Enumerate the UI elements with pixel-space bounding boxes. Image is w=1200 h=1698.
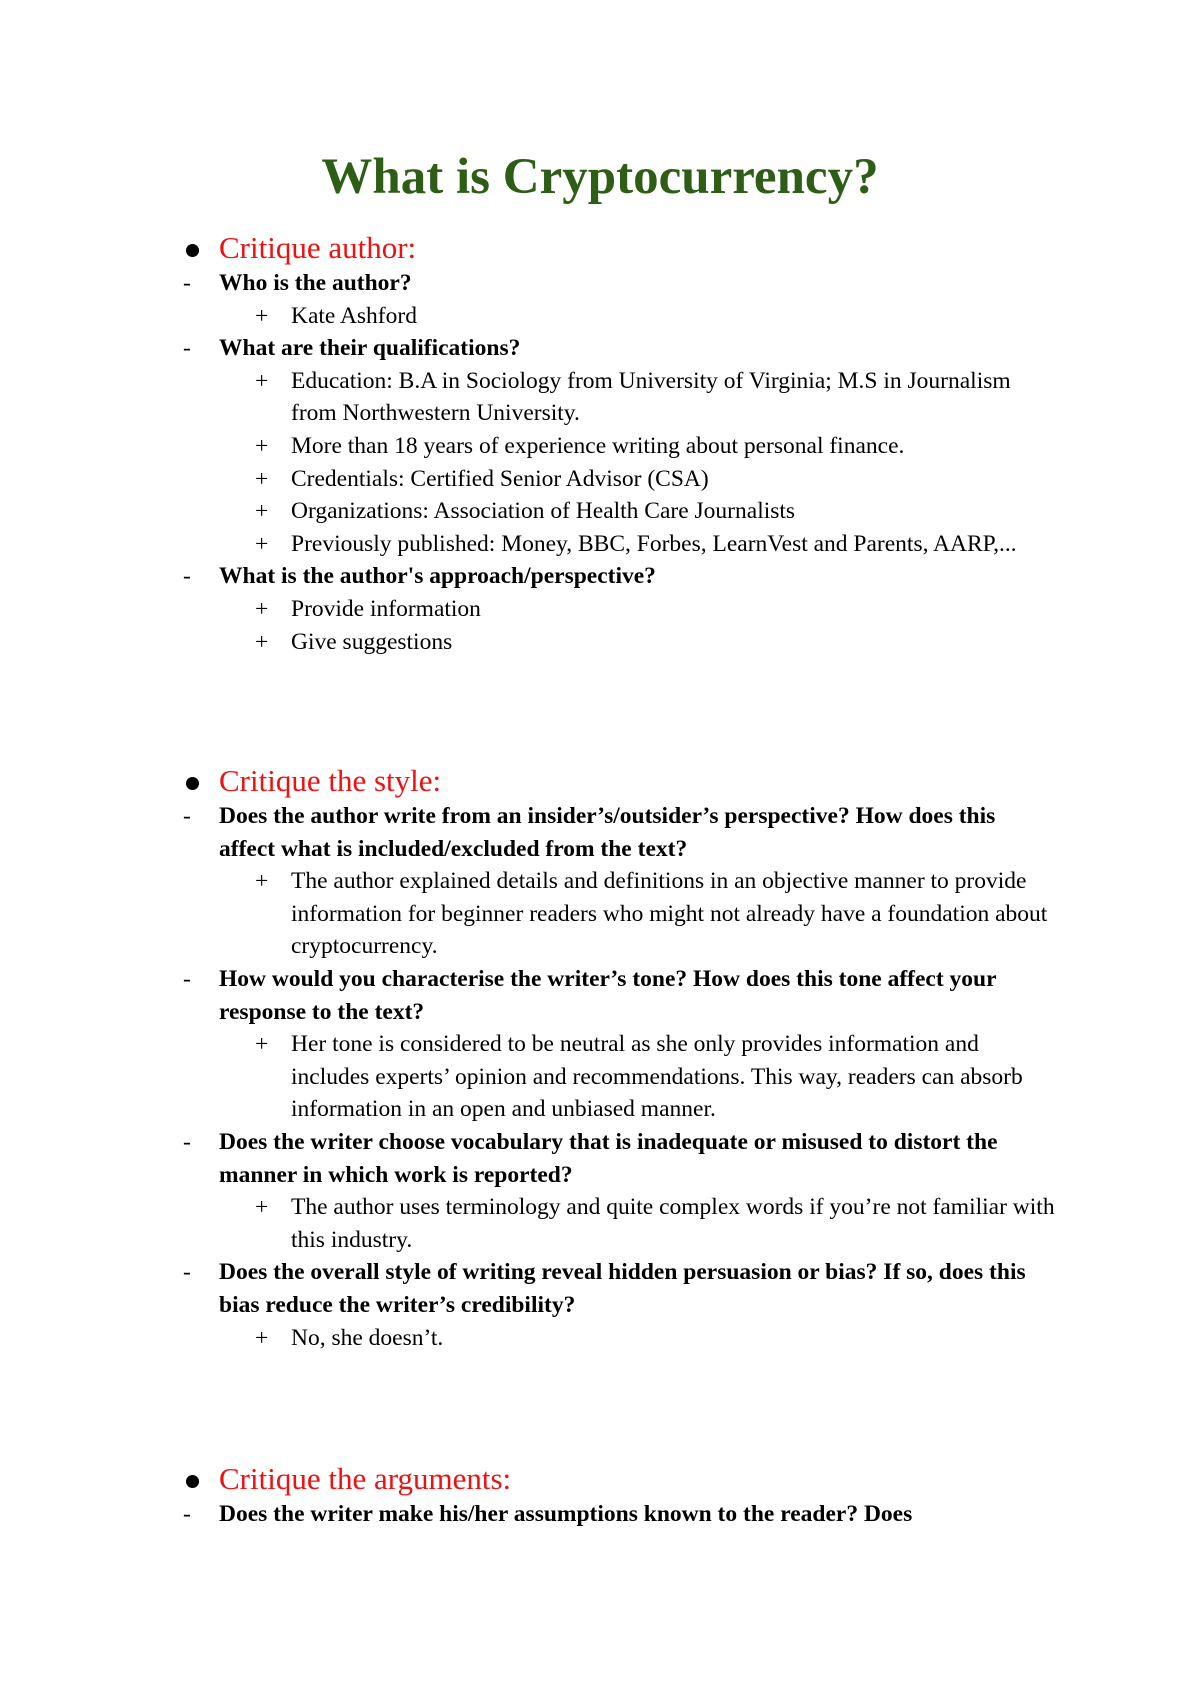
question-item — [0, 1256, 1200, 1321]
dash-icon: - — [183, 965, 191, 992]
question-item — [0, 332, 1200, 365]
page-title: What is Cryptocurrency? — [321, 149, 879, 205]
question-text: Does the overall style of writing reveal hidden persuasion or bias? If so, does this bias reduce the writer’s credibility? — [219, 1259, 1026, 1318]
plus-icon: + — [255, 302, 269, 329]
section-heading-text: Critique the arguments: — [219, 1461, 512, 1496]
answer-text: More than 18 years of experience writing about personal finance. — [291, 432, 905, 459]
dash-icon: - — [183, 270, 191, 296]
dash-icon: - — [183, 563, 191, 590]
answer-item — [0, 1028, 1200, 1126]
dash-icon: - — [183, 1259, 191, 1286]
plus-icon: + — [255, 367, 269, 394]
answer-item — [0, 495, 1200, 528]
section-heading — [0, 229, 1200, 267]
answer-text: Kate Ashford — [291, 302, 417, 329]
question-text: What is the author's approach/perspective? — [219, 563, 656, 590]
answer-text: The author uses terminology and quite complex words if you’re not familiar with this industry. — [291, 1194, 1055, 1253]
answer-text: The author explained details and definitions in an objective manner to provide information for beginner readers who might not already have a foundation about cryptocurrency. — [291, 868, 1048, 960]
question-text: How would you characterise the writer’s tone? How does this tone affect your response to the text? — [219, 965, 997, 1025]
answer-text: No, she doesn’t. — [291, 1324, 444, 1351]
question-item — [0, 560, 1200, 593]
answer-text: Credentials: Certified Senior Advisor (CSA) — [291, 465, 709, 492]
answer-item — [0, 365, 1200, 430]
dash-icon: - — [183, 1128, 191, 1155]
plus-icon: + — [255, 432, 269, 459]
question-item — [0, 1126, 1200, 1191]
section-heading-text: Critique the style: — [219, 763, 442, 798]
plus-icon: + — [255, 465, 269, 492]
question-text: Does the writer choose vocabulary that is inadequate or misused to distort the manner in which work is reported? — [219, 1128, 998, 1188]
plus-icon: + — [255, 498, 269, 525]
plus-icon: + — [255, 628, 269, 655]
question-text: Does the author write from an insider’s/outsider’s perspective? How does this affect what is included/excluded from the text? — [219, 803, 996, 862]
plus-icon: + — [255, 595, 269, 622]
bullet-icon — [186, 1475, 199, 1488]
section-critique-style — [0, 762, 1200, 1354]
plus-icon: + — [255, 1194, 269, 1221]
section-critique-arguments — [0, 1460, 1200, 1531]
question-text: Who is the author? — [219, 270, 412, 296]
answer-text: Her tone is considered to be neutral as she only provides information and includes experts’ opinion and recommendations. This way, readers can absorb information in an open and unbiased manner. — [291, 1031, 1023, 1123]
answer-text: Education: B.A in Sociology from University of Virginia; M.S in Journalism from Northwestern University. — [291, 367, 1011, 427]
question-item — [0, 800, 1200, 865]
answer-item — [0, 593, 1200, 626]
bullet-icon — [186, 777, 199, 790]
answer-item — [0, 430, 1200, 463]
answer-item — [0, 626, 1200, 659]
plus-icon: + — [255, 1031, 269, 1058]
bullet-icon — [186, 244, 199, 257]
question-item — [0, 267, 1200, 300]
answer-item — [0, 463, 1200, 496]
section-heading — [0, 762, 1200, 800]
section-heading — [0, 1460, 1200, 1498]
question-item — [0, 1498, 1200, 1531]
answer-item — [0, 1322, 1200, 1355]
dash-icon: - — [183, 1501, 191, 1527]
section-heading-text: Critique author: — [219, 230, 417, 265]
question-item — [0, 963, 1200, 1028]
answer-text: Previously published: Money, BBC, Forbes, LearnVest and Parents, AARP,... — [291, 530, 1017, 557]
answer-item — [0, 1191, 1200, 1256]
answer-item — [0, 528, 1200, 561]
answer-text: Give suggestions — [291, 628, 453, 655]
answer-text: Provide information — [291, 595, 481, 622]
section-critique-author — [0, 229, 1200, 658]
plus-icon: + — [255, 868, 269, 895]
question-text: What are their qualifications? — [219, 335, 521, 362]
answer-item — [0, 865, 1200, 963]
plus-icon: + — [255, 530, 269, 557]
answer-item — [0, 300, 1200, 333]
dash-icon: - — [183, 335, 191, 362]
answer-text: Organizations: Association of Health Care Journalists — [291, 498, 796, 525]
dash-icon: - — [183, 803, 191, 829]
question-text: Does the writer make his/her assumptions known to the reader? Does — [219, 1501, 913, 1527]
plus-icon: + — [255, 1324, 269, 1351]
